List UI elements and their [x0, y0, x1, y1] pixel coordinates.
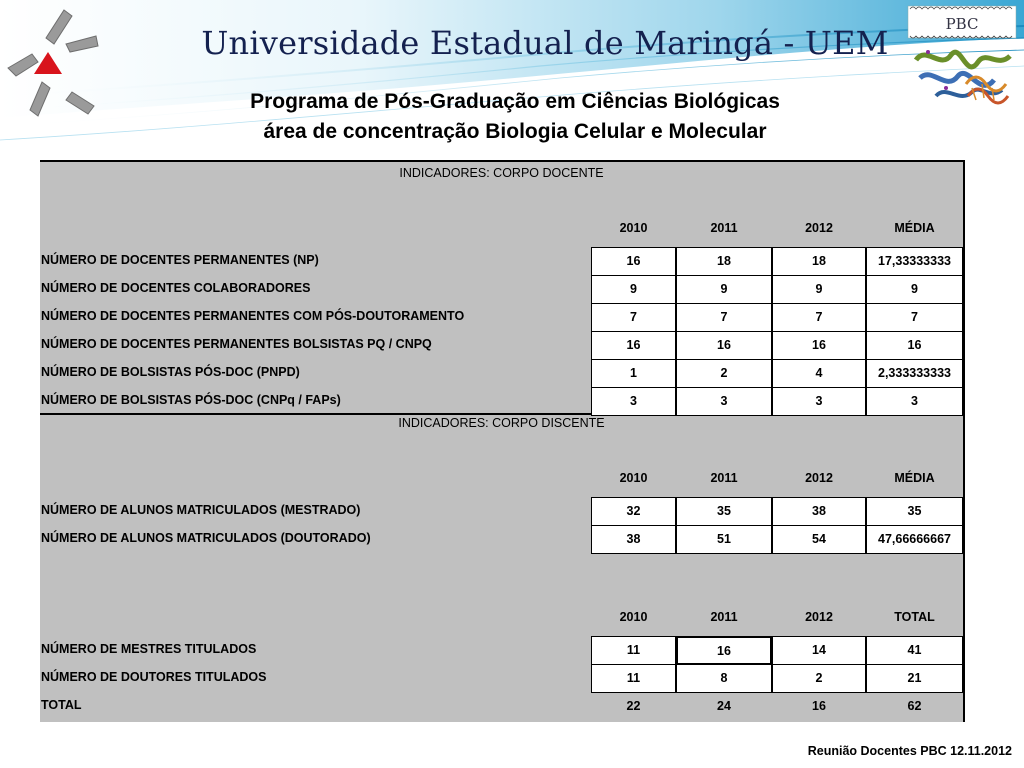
table-cell[interactable]: 3	[591, 387, 676, 416]
section-title: INDICADORES: CORPO DISCENTE	[398, 416, 605, 430]
table-cell[interactable]: 3	[676, 387, 772, 416]
column-header: 2012	[805, 471, 833, 485]
table-cell[interactable]: 32	[591, 497, 676, 526]
table-cell[interactable]: 24	[676, 692, 772, 721]
table-cell[interactable]: 8	[676, 664, 772, 693]
table-cell[interactable]: 16	[772, 692, 866, 721]
university-title: Universidade Estadual de Maringá - UEM	[201, 24, 889, 62]
row-label: NÚMERO DE BOLSISTAS PÓS-DOC (PNPD)	[41, 365, 300, 379]
table-cell[interactable]: 16	[591, 247, 676, 276]
table-cell[interactable]: 21	[866, 664, 963, 693]
row-label: NÚMERO DE DOCENTES COLABORADORES	[41, 281, 311, 295]
program-title: Programa de Pós-Graduação em Ciências Biológicas	[250, 90, 780, 113]
table-cell[interactable]: 7	[866, 303, 963, 332]
column-header: MÉDIA	[894, 221, 935, 235]
table-cell[interactable]: 9	[676, 275, 772, 304]
row-label: NÚMERO DE DOCENTES PERMANENTES BOLSISTAS PQ / CNPQ	[41, 337, 432, 351]
column-header: 2012	[805, 610, 833, 624]
indicators-spreadsheet	[40, 160, 965, 722]
table-cell[interactable]: 41	[866, 636, 963, 665]
table-cell[interactable]: 35	[676, 497, 772, 526]
table-cell[interactable]: 16	[591, 331, 676, 360]
table-cell[interactable]: 7	[591, 303, 676, 332]
table-cell[interactable]: 18	[676, 247, 772, 276]
column-header: MÉDIA	[894, 471, 935, 485]
table-cell[interactable]: 7	[676, 303, 772, 332]
column-header: 2010	[619, 610, 648, 624]
table-cell[interactable]: 3	[866, 387, 963, 416]
table-cell[interactable]: 9	[772, 275, 866, 304]
table-cell[interactable]: 35	[866, 497, 963, 526]
row-label: NÚMERO DE DOCENTES PERMANENTES COM PÓS-DOUTORAMENTO	[41, 309, 465, 323]
column-header: 2011	[710, 610, 738, 624]
column-header: 2012	[805, 221, 833, 235]
table-cell[interactable]: 38	[591, 525, 676, 554]
row-label: NÚMERO DE DOCENTES PERMANENTES (NP)	[41, 253, 319, 267]
table-cell[interactable]: 9	[591, 275, 676, 304]
table-cell[interactable]: 17,33333333	[866, 247, 963, 276]
column-header: TOTAL	[894, 610, 935, 624]
column-header: 2011	[710, 221, 738, 235]
table-cell[interactable]: 11	[591, 664, 676, 693]
table-cell[interactable]: 2	[772, 664, 866, 693]
table-cell[interactable]: 2,333333333	[866, 359, 963, 388]
table-cell[interactable]: 9	[866, 275, 963, 304]
row-label: NÚMERO DE ALUNOS MATRICULADOS (DOUTORADO)	[41, 531, 371, 545]
section-title: INDICADORES: CORPO DOCENTE	[399, 166, 604, 180]
row-label: NÚMERO DE MESTRES TITULADOS	[41, 642, 257, 656]
table-cell[interactable]: 11	[591, 636, 676, 665]
row-label: NÚMERO DE DOUTORES TITULADOS	[41, 670, 267, 684]
row-label: NÚMERO DE BOLSISTAS PÓS-DOC (CNPq / FAPs)	[41, 393, 341, 407]
footer-meeting-note: Reunião Docentes PBC 12.11.2012	[807, 744, 1012, 758]
table-cell[interactable]: 16	[676, 636, 772, 665]
table-cell[interactable]: 54	[772, 525, 866, 554]
table-cell[interactable]: 7	[772, 303, 866, 332]
column-header: 2010	[619, 221, 648, 235]
uem-logo	[2, 4, 102, 124]
pbc-logo-label: PBC	[945, 15, 979, 33]
table-cell[interactable]: 47,66666667	[866, 525, 963, 554]
table-cell[interactable]: 51	[676, 525, 772, 554]
table-cell[interactable]: 3	[772, 387, 866, 416]
column-header: 2011	[710, 471, 738, 485]
table-cell[interactable]: 16	[676, 331, 772, 360]
table-cell[interactable]: 14	[772, 636, 866, 665]
table-cell[interactable]: 1	[591, 359, 676, 388]
table-cell[interactable]: 2	[676, 359, 772, 388]
concentration-area: área de concentração Biologia Celular e Molecular	[263, 120, 767, 143]
table-cell[interactable]: 62	[866, 692, 963, 721]
table-cell[interactable]: 16	[866, 331, 963, 360]
row-label: TOTAL	[41, 698, 82, 712]
row-label: NÚMERO DE ALUNOS MATRICULADOS (MESTRADO)	[41, 503, 361, 517]
table-cell[interactable]: 16	[772, 331, 866, 360]
table-cell[interactable]: 38	[772, 497, 866, 526]
column-header: 2010	[619, 471, 648, 485]
table-cell[interactable]: 4	[772, 359, 866, 388]
table-cell[interactable]: 18	[772, 247, 866, 276]
table-cell[interactable]: 22	[591, 692, 676, 721]
